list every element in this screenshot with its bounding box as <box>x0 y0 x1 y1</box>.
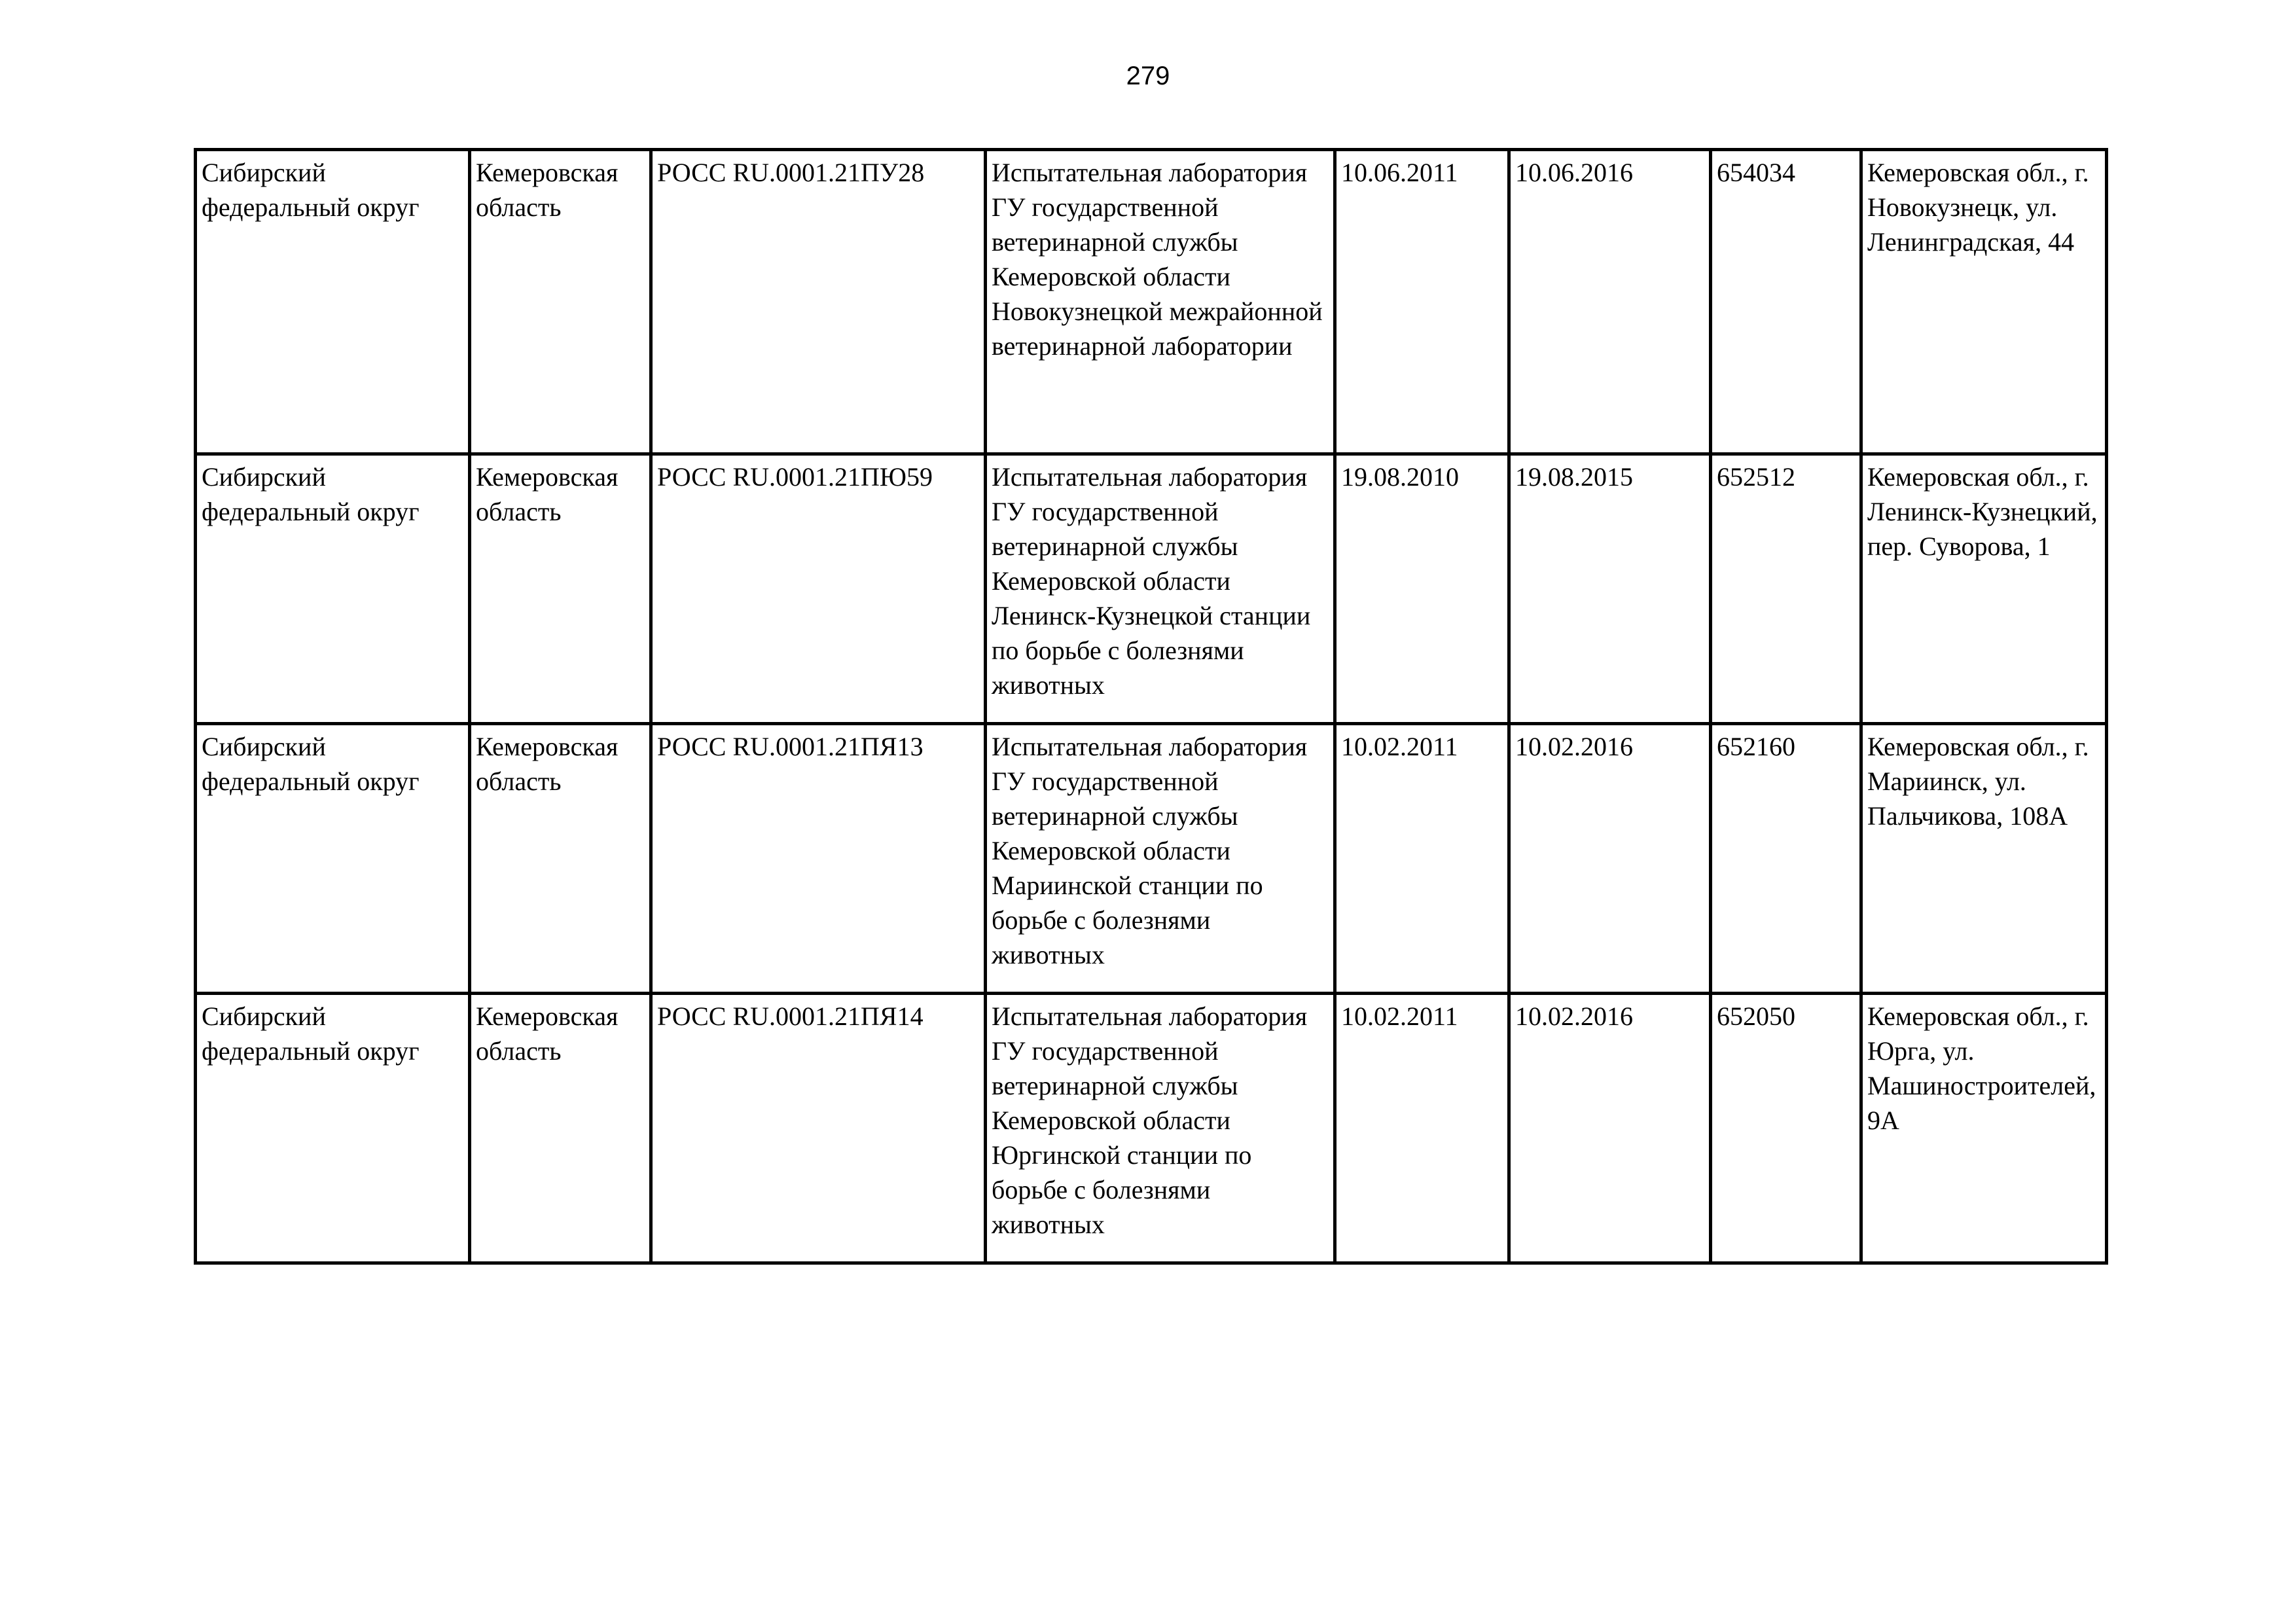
address-cell: Кемеровская обл., г. Юрга, ул. Машиностроителей, 9А <box>1861 994 2107 1263</box>
region-cell: Кемеровская область <box>470 994 651 1263</box>
postcode-cell: 652512 <box>1711 454 1861 724</box>
address-cell: Кемеровская обл., г. Ленинск-Кузнецкий, пер. Суворова, 1 <box>1861 454 2107 724</box>
district-cell: Сибирский федеральный округ <box>196 454 470 724</box>
date-to-cell: 19.08.2015 <box>1509 454 1711 724</box>
laboratory-cell: Испытательная лаборатория ГУ государственной ветеринарной службы Кемеровской области Ленинск-Кузнецкой станции по борьбе с болезнями животных <box>986 454 1335 724</box>
certificate-cell: РОСС RU.0001.21ПУ28 <box>651 150 986 454</box>
date-to-cell: 10.06.2016 <box>1509 150 1711 454</box>
region-cell: Кемеровская область <box>470 454 651 724</box>
certificate-cell: РОСС RU.0001.21ПЯ14 <box>651 994 986 1263</box>
address-cell: Кемеровская обл., г. Новокузнецк, ул. Ленинградская, 44 <box>1861 150 2107 454</box>
certificate-cell: РОСС RU.0001.21ПЯ13 <box>651 724 986 994</box>
region-cell: Кемеровская область <box>470 724 651 994</box>
postcode-cell: 654034 <box>1711 150 1861 454</box>
date-from-cell: 19.08.2010 <box>1335 454 1509 724</box>
laboratory-registry-table <box>194 148 2108 1265</box>
district-cell: Сибирский федеральный округ <box>196 150 470 454</box>
date-to-cell: 10.02.2016 <box>1509 724 1711 994</box>
laboratory-cell: Испытательная лаборатория ГУ государственной ветеринарной службы Кемеровской области Новокузнецкой межрайонной ветеринарной лаборатории <box>986 150 1335 454</box>
date-from-cell: 10.02.2011 <box>1335 724 1509 994</box>
date-from-cell: 10.06.2011 <box>1335 150 1509 454</box>
address-cell: Кемеровская обл., г. Мариинск, ул. Пальчикова, 108А <box>1861 724 2107 994</box>
page-number: 279 <box>1126 62 1170 90</box>
laboratory-cell: Испытательная лаборатория ГУ государственной ветеринарной службы Кемеровской области Мариинской станции по борьбе с болезнями животных <box>986 724 1335 994</box>
date-from-cell: 10.02.2011 <box>1335 994 1509 1263</box>
district-cell: Сибирский федеральный округ <box>196 994 470 1263</box>
date-to-cell: 10.02.2016 <box>1509 994 1711 1263</box>
district-cell: Сибирский федеральный округ <box>196 724 470 994</box>
table-row <box>196 454 2107 724</box>
postcode-cell: 652050 <box>1711 994 1861 1263</box>
laboratory-cell: Испытательная лаборатория ГУ государственной ветеринарной службы Кемеровской области Юргинской станции по борьбе с болезнями животных <box>986 994 1335 1263</box>
table-row <box>196 150 2107 454</box>
postcode-cell: 652160 <box>1711 724 1861 994</box>
certificate-cell: РОСС RU.0001.21ПЮ59 <box>651 454 986 724</box>
region-cell: Кемеровская область <box>470 150 651 454</box>
table-row <box>196 724 2107 994</box>
table-row <box>196 994 2107 1263</box>
